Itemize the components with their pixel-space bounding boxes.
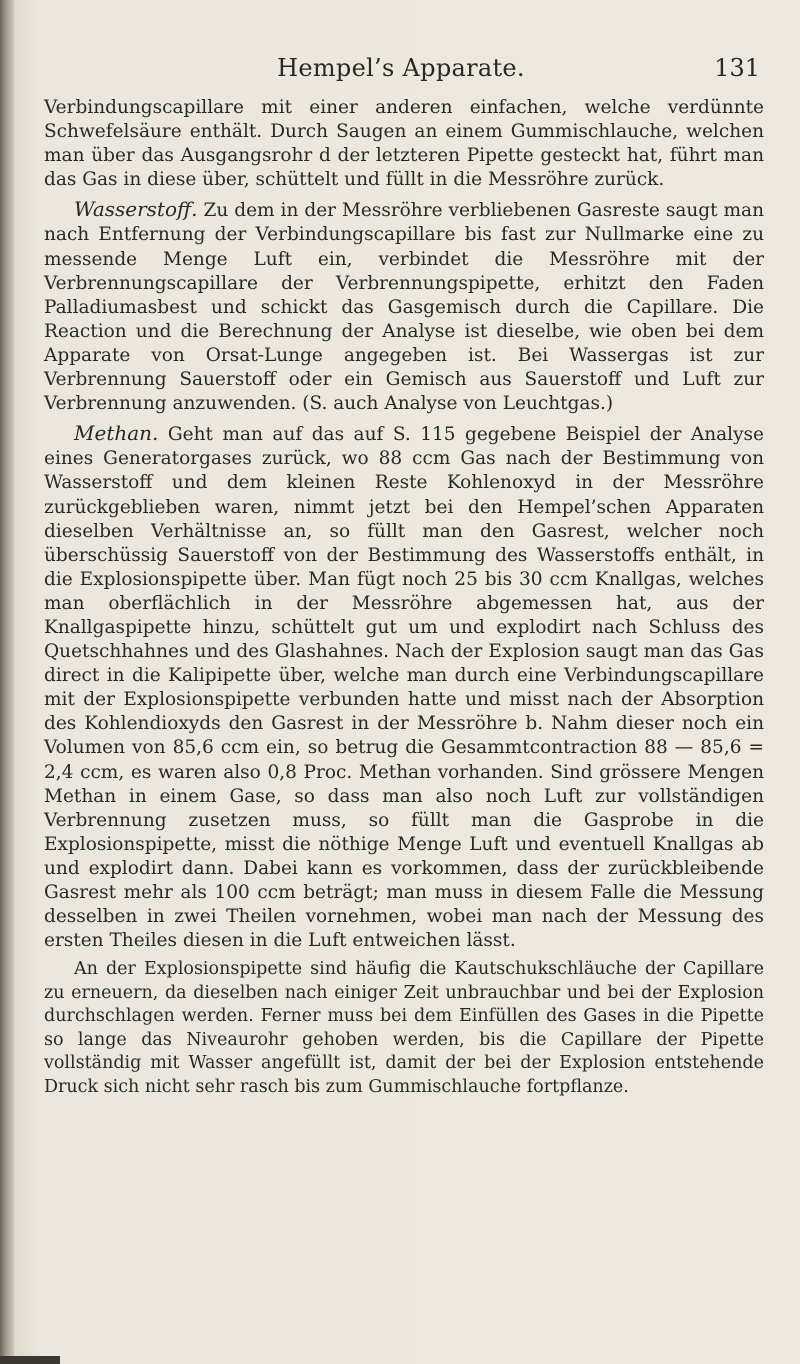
page-number: 131	[714, 54, 760, 82]
paragraph-methan	[44, 421, 764, 953]
page-edge-shadow	[0, 1356, 60, 1364]
body-text	[44, 96, 764, 1099]
paragraph-explosionspipette	[44, 958, 764, 1099]
section-keyword: Wasserstoff.	[74, 197, 198, 222]
paragraph-text: Zu dem in der Messröhre verbliebenen Gasreste saugt man nach Entfernung der Verbindungscapillare bis fast zur Nullmarke eine zu messende Menge Luft ein, verbindet die Messröhre mit der Verbrennungscapillare der Verbrennungspipette, erhitzt den Faden Palladiumasbest und schickt das Gasgemisch durch die Capillare. Die Reaction und die Berechnung der Analyse ist dieselbe, wie oben bei dem Apparate von Orsat-Lunge angegeben ist. Bei Wassergas ist zur Verbrennung Sauerstoff oder ein Gemisch aus Sauerstoff und Luft zur Verbrennung anzuwenden. (S. auch Analyse von Leuchtgas.)	[44, 200, 764, 415]
paragraph-text: Geht man auf das auf S. 115 gegebene Beispiel der Analyse eines Generatorgases zurück, wo 88 ccm Gas nach der Bestimmung von Wasserstoff und dem kleinen Reste Kohlenoxyd in der Messröhre zurückgeblieben waren, nimmt jetzt bei den Hempel’schen Apparaten dieselben Verhältnisse an, so füllt man den Gasrest, welcher noch überschüssig Sauerstoff von der Bestimmung des Wasserstoffs enthält, in die Explosionspipette über. Man fügt noch 25 bis 30 ccm Knallgas, welches man oberflächlich in der Messröhre abgemessen hat, aus der Knallgaspipette hinzu, schüttelt gut um und explodirt nach Schluss des Quetschhahnes und des Glashahnes. Nach der Explosion saugt man das Gas direct in die Kalipipette über, welche man durch eine Verbindungscapillare mit der Explosionspipette verbunden hatte und misst nach der Absorption des Kohlendioxyds den Gasrest in der Messröhre b. Nahm dieser noch ein Volumen von 85,6 ccm ein, so betrug die Gesammtcontraction 88 — 85,6 = 2,4 ccm, es waren also 0,8 Proc. Methan vorhanden. Sind grössere Mengen Methan in einem Gase, so dass man also noch Luft zur vollständigen Verbrennung zusetzen muss, so füllt man die Gasprobe in die Explosionspipette, misst die nöthige Menge Luft und eventuell Knallgas ab und explodirt dann. Dabei kann es vorkommen, dass der zurückbleibende Gasrest mehr als 100 ccm beträgt; man muss in diesem Falle die Messung desselben in zwei Theilen vornehmen, wobei man nach der Messung des ersten Theiles diesen in die Luft entweichen lässt.	[44, 424, 764, 952]
paragraph-text: Verbindungscapillare mit einer anderen einfachen, welche verdünnte Schwefelsäure enthält. Durch Saugen an einem Gummischlauche, welchen man über das Ausgangsrohr d der letzteren Pipette gesteckt hat, führt man das Gas in diese über, schüttelt und füllt in die Messröhre zurück.	[44, 97, 764, 191]
paragraph-wasserstoff	[44, 197, 764, 416]
running-title: Hempel’s Apparate.	[277, 54, 525, 82]
running-header	[40, 48, 762, 88]
paragraph-continuation	[44, 96, 764, 192]
paragraph-text: An der Explosionspipette sind häufig die Kautschukschläuche der Capillare zu erneuern, da dieselben nach einiger Zeit unbrauchbar und bei der Explosion durchschlagen werden. Ferner muss bei dem Einfüllen des Gases in die Pipette so lange das Niveaurohr gehoben werden, bis die Capillare der Pipette vollständig mit Wasser angefüllt ist, damit der bei der Explosion entstehende Druck sich nicht sehr rasch bis zum Gummischlauche fortpflanze.	[44, 959, 764, 1097]
section-keyword: Methan.	[74, 421, 159, 446]
book-spine-shadow	[0, 0, 14, 1364]
